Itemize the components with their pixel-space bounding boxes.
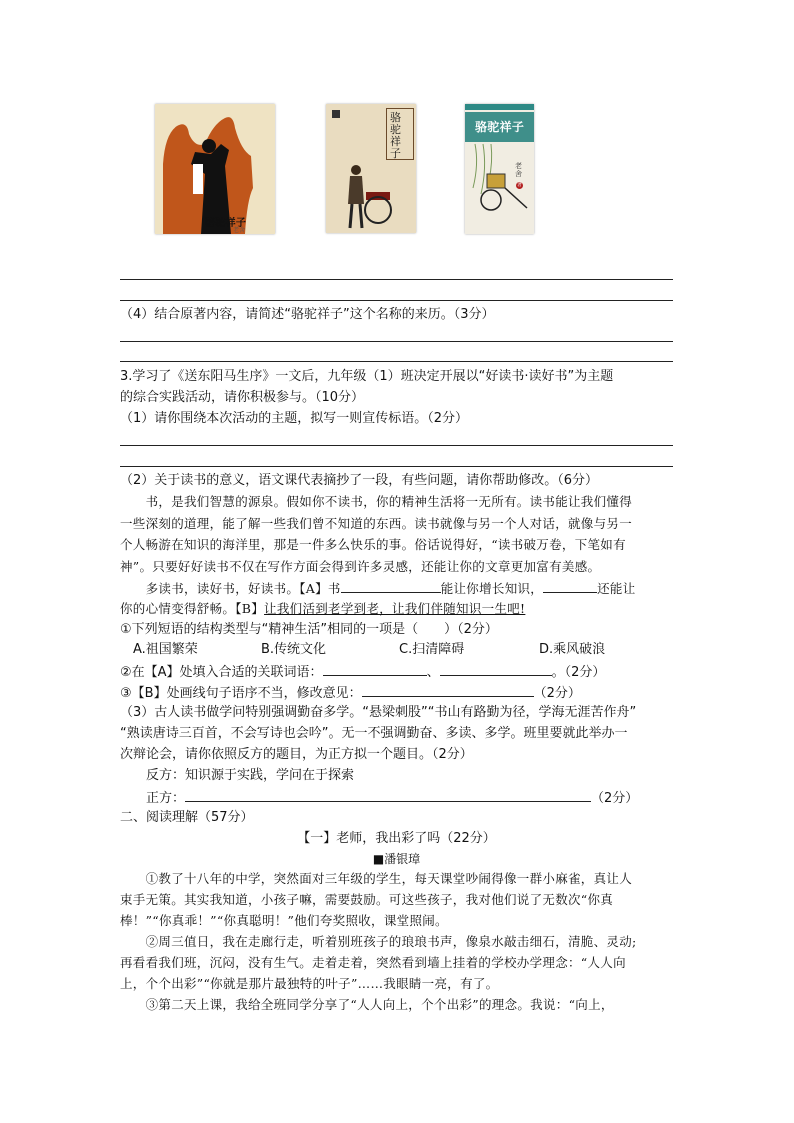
score-text: （2分） — [533, 686, 581, 701]
answer-line[interactable] — [120, 341, 673, 342]
option-b[interactable]: B.传统文化 — [261, 642, 327, 657]
reading-title: 【一】老师，我出彩了吗（22分） — [297, 831, 496, 846]
rickshaw-puller-illustration — [326, 104, 416, 233]
option-a[interactable]: A.祖国繁荣 — [133, 642, 198, 657]
answer-blank[interactable] — [185, 787, 591, 802]
score-text: 。（2分） — [551, 665, 606, 680]
author-seal-icon: 著 — [516, 182, 522, 188]
passage-text: 你的心情变得舒畅。【B】 — [120, 601, 265, 616]
question-3-part-3: （3）古人读书做学问特别强调勤奋多学。“悬梁刺股”“书山有路勤为径，学海无涯苦作舟” — [120, 705, 637, 720]
pro-label: 正方： — [120, 791, 186, 806]
reading-line: 再看看我们班，沉闷，没有生气。走着走着，突然看到墙上挂着的学校办学理念：“人人向 — [120, 955, 626, 970]
book-cover-2-title: 骆驼祥子 — [390, 111, 402, 160]
question-3-intro-cont: 的综合实践活动，请你积极参与。（10分） — [120, 390, 365, 405]
reading-line: ①教了十八年的中学，突然面对三年级的学生，每天课堂吵闹得像一群小麻雀，真让人 — [120, 871, 633, 886]
question-3-part-2: （2）关于读书的意义，语文课代表摘抄了一段，有些问题，请你帮助修改。（6分） — [120, 473, 599, 488]
reading-line: ②周三值日，我在走廊行走，听着别班孩子的琅琅书声，像泉水敲击细石，清脆、灵动; — [120, 934, 637, 949]
separator: 、 — [426, 665, 440, 680]
book-cover-2 — [326, 104, 416, 233]
sub-question-2-text: ②在【A】处填入合适的关联词语： — [120, 665, 323, 680]
sub-question-1: ①下列短语的结构类型与“精神生活”相同的一项是（ ）（2分） — [120, 622, 498, 637]
option-d[interactable]: D.乘风破浪 — [539, 642, 606, 657]
passage-text: 能让你增长知识， — [440, 581, 544, 596]
passage-line: 一些深刻的道理，能了解一些我们曾不知道的东西。读书就像与另一个人对话，就像与另一 — [120, 516, 633, 531]
book-cover-3 — [465, 104, 534, 234]
passage-line — [120, 599, 525, 619]
question-3-part-3-cont: 次辩论会，请你依照反方的题目，为正方拟一个题目。（2分） — [120, 747, 473, 762]
answer-line[interactable] — [120, 466, 673, 467]
blank-a2[interactable] — [543, 578, 597, 593]
reading-line: 上，个个出彩”“你就是那片最独特的叶子”……我眼睛一亮，有了。 — [120, 976, 499, 991]
sub-question-3 — [120, 682, 581, 704]
book-cover-3-subtitle: 老舍 — [515, 162, 523, 178]
answer-blank[interactable] — [440, 661, 552, 676]
sub-question-2 — [120, 661, 605, 683]
passage-line — [120, 578, 636, 599]
question-3-part-1: （1）请你围绕本次活动的主题，拟写一则宣传标语。（2分） — [120, 411, 469, 426]
passage-line: 个人畅游在知识的海洋里，那是一件多么快乐的事。俗话说得好，“读书破万卷，下笔如有 — [120, 537, 626, 552]
question-3-part-3-cont: “熟读唐诗三百首，不会写诗也会吟”。无一不强调勤奋、多读、多学。班里要就此举办一 — [120, 726, 628, 741]
sub-question-3-text: ③【B】处画线句子语序不当，修改意见： — [120, 686, 362, 701]
reading-line: ③第二天上课，我给全班同学分享了“人人向上，个个出彩”的理念。我说：“向上， — [120, 997, 614, 1012]
score-text: （2分） — [591, 791, 639, 806]
section-heading: 二、阅读理解（57分） — [120, 810, 254, 825]
book-cover-1-subtitle: 老舍 — [233, 227, 246, 234]
willow-rickshaw-illustration — [465, 104, 534, 234]
passage-text: 还能让 — [597, 581, 636, 596]
book-cover-1 — [155, 104, 275, 234]
option-c[interactable]: C.扫清障碍 — [399, 642, 465, 657]
question-4: （4）结合原著内容，请简述“骆驼祥子”这个名称的来历。（3分） — [120, 307, 495, 322]
debate-pro-side — [120, 787, 638, 809]
options-row — [133, 640, 605, 660]
answer-line[interactable] — [120, 279, 673, 280]
answer-blank[interactable] — [362, 682, 534, 697]
debate-con-side: 反方：知识源于实践，学问在于探索 — [120, 768, 355, 783]
passage-line: 神”。只要好好读书不仅在写作方面会得到许多灵感，还能让你的文章更加富有美感。 — [120, 559, 601, 574]
answer-line[interactable] — [120, 361, 673, 362]
answer-blank[interactable] — [323, 661, 427, 676]
book-cover-1-title: 骆驼祥子 — [205, 218, 247, 229]
reading-author: ■潘银璋 — [372, 852, 421, 866]
reading-line: 束手无策。其实我知道，小孩子嘛，需要鼓励。可这些孩子，我对他们说了无数次“你真 — [120, 892, 614, 907]
question-3-intro: 3.学习了《送东阳马生序》一文后，九年级（1）班决定开展以“好读书·读好书”为主题 — [120, 369, 614, 384]
passage-line: 书，是我们智慧的源泉。假如你不读书，你的精神生活将一无所有。读书能让我们懂得 — [120, 494, 633, 509]
reading-line: 棒！”“你真乖！”“你真聪明！”他们夸奖照收，课堂照闹。 — [120, 913, 448, 928]
passage-text: 多读书，读好书，好读书。【A】书 — [120, 581, 341, 596]
answer-line[interactable] — [120, 300, 673, 301]
blank-a1[interactable] — [341, 578, 441, 593]
answer-line[interactable] — [120, 445, 673, 446]
book-cover-3-title: 骆驼祥子 — [475, 120, 525, 134]
underlined-sentence-b: 让我们活到老学到老，让我们伴随知识一生吧! — [264, 601, 526, 616]
